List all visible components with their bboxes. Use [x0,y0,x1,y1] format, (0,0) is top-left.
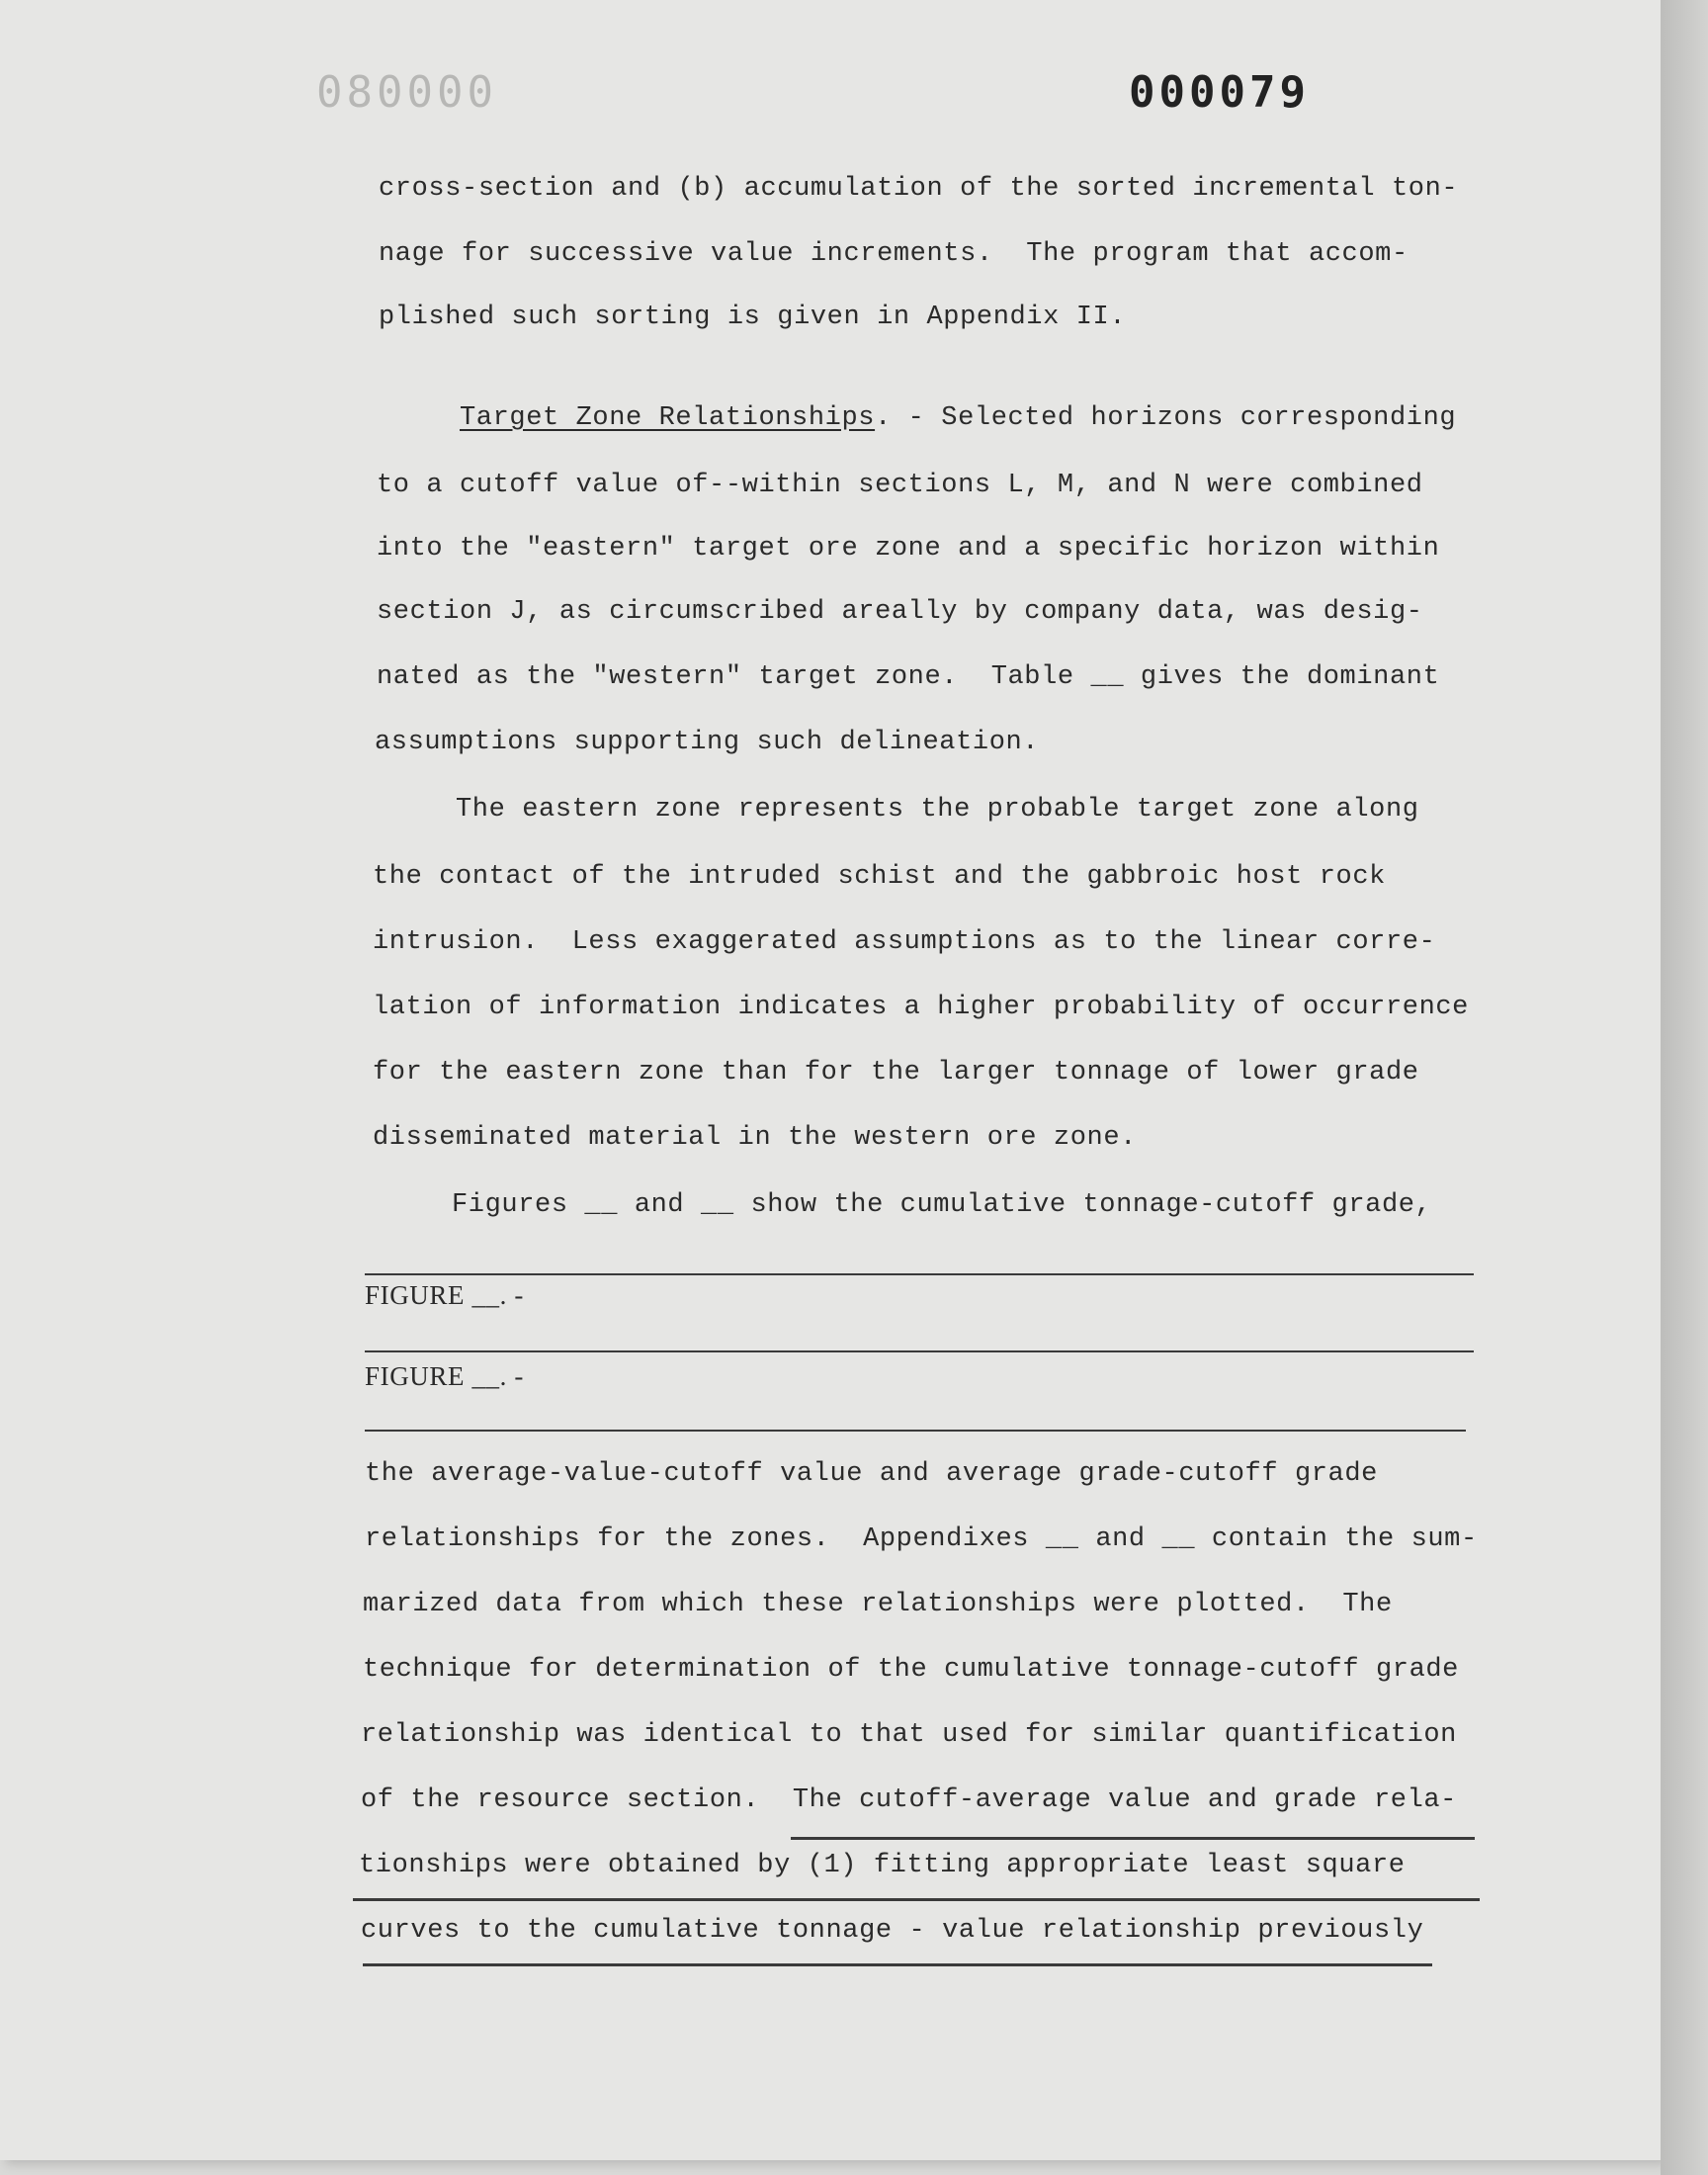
text-line: the contact of the intruded schist and the gabbroic host rock [373,862,1386,892]
handwritten-underline [791,1837,1475,1840]
text-line: Figures __ and __ show the cumulative tonnage-cutoff grade, [452,1190,1432,1220]
text-line: of the resource section. The cutoff-average value and grade rela- [361,1785,1457,1815]
figure-rule [365,1273,1474,1275]
text-line: the average-value-cutoff value and average grade-cutoff grade [365,1459,1378,1489]
text-line: tionships were obtained by (1) fitting appropriate least square [359,1851,1406,1880]
text-line: marized data from which these relationships were plotted. The [363,1590,1393,1619]
text-line: cross-section and (b) accumulation of the sorted incremental ton- [379,174,1459,204]
text-line: relationships for the zones. Appendixes __ and __ contain the sum- [365,1524,1478,1554]
page-number-stamp: 000079 [1129,67,1310,118]
text-line: for the eastern zone than for the larger tonnage of lower grade [373,1058,1419,1088]
figure-caption: FIGURE __. - [365,1280,524,1310]
text-fragment: . - Selected horizons corresponding [875,403,1457,433]
text-line: plished such sorting is given in Appendix II. [379,303,1127,332]
text-line: disseminated material in the western ore zone. [373,1123,1137,1153]
figure-rule [365,1350,1474,1352]
section-heading: Target Zone Relationships [460,403,876,433]
text-line: relationship was identical to that used for similar quantification [361,1720,1457,1750]
text-line: nage for successive value increments. The program that accom- [379,239,1409,269]
figure-caption: FIGURE __. - [365,1361,524,1391]
text-line [460,403,1456,433]
faded-page-stamp: 080000 [316,67,497,118]
text-line: intrusion. Less exaggerated assumptions as to the linear corre- [373,927,1436,957]
text-line: section J, as circumscribed areally by company data, was desig- [377,597,1423,627]
handwritten-underline [363,1963,1432,1966]
text-line: nated as the "western" target zone. Table __ gives the dominant [377,662,1440,692]
text-line: The eastern zone represents the probable target zone along [456,795,1419,825]
text-line: into the "eastern" target ore zone and a specific horizon within [377,534,1440,564]
figure-rule [365,1430,1466,1432]
text-line: technique for determination of the cumulative tonnage-cutoff grade [363,1655,1459,1685]
text-line: assumptions supporting such delineation. [375,728,1040,757]
scan-edge [1661,0,1708,2175]
text-line: to a cutoff value of--within sections L, M, and N were combined [377,471,1423,500]
handwritten-underline [353,1898,1480,1901]
text-line: curves to the cumulative tonnage - value relationship previously [361,1916,1424,1946]
text-line: lation of information indicates a higher probability of occurrence [373,993,1469,1022]
